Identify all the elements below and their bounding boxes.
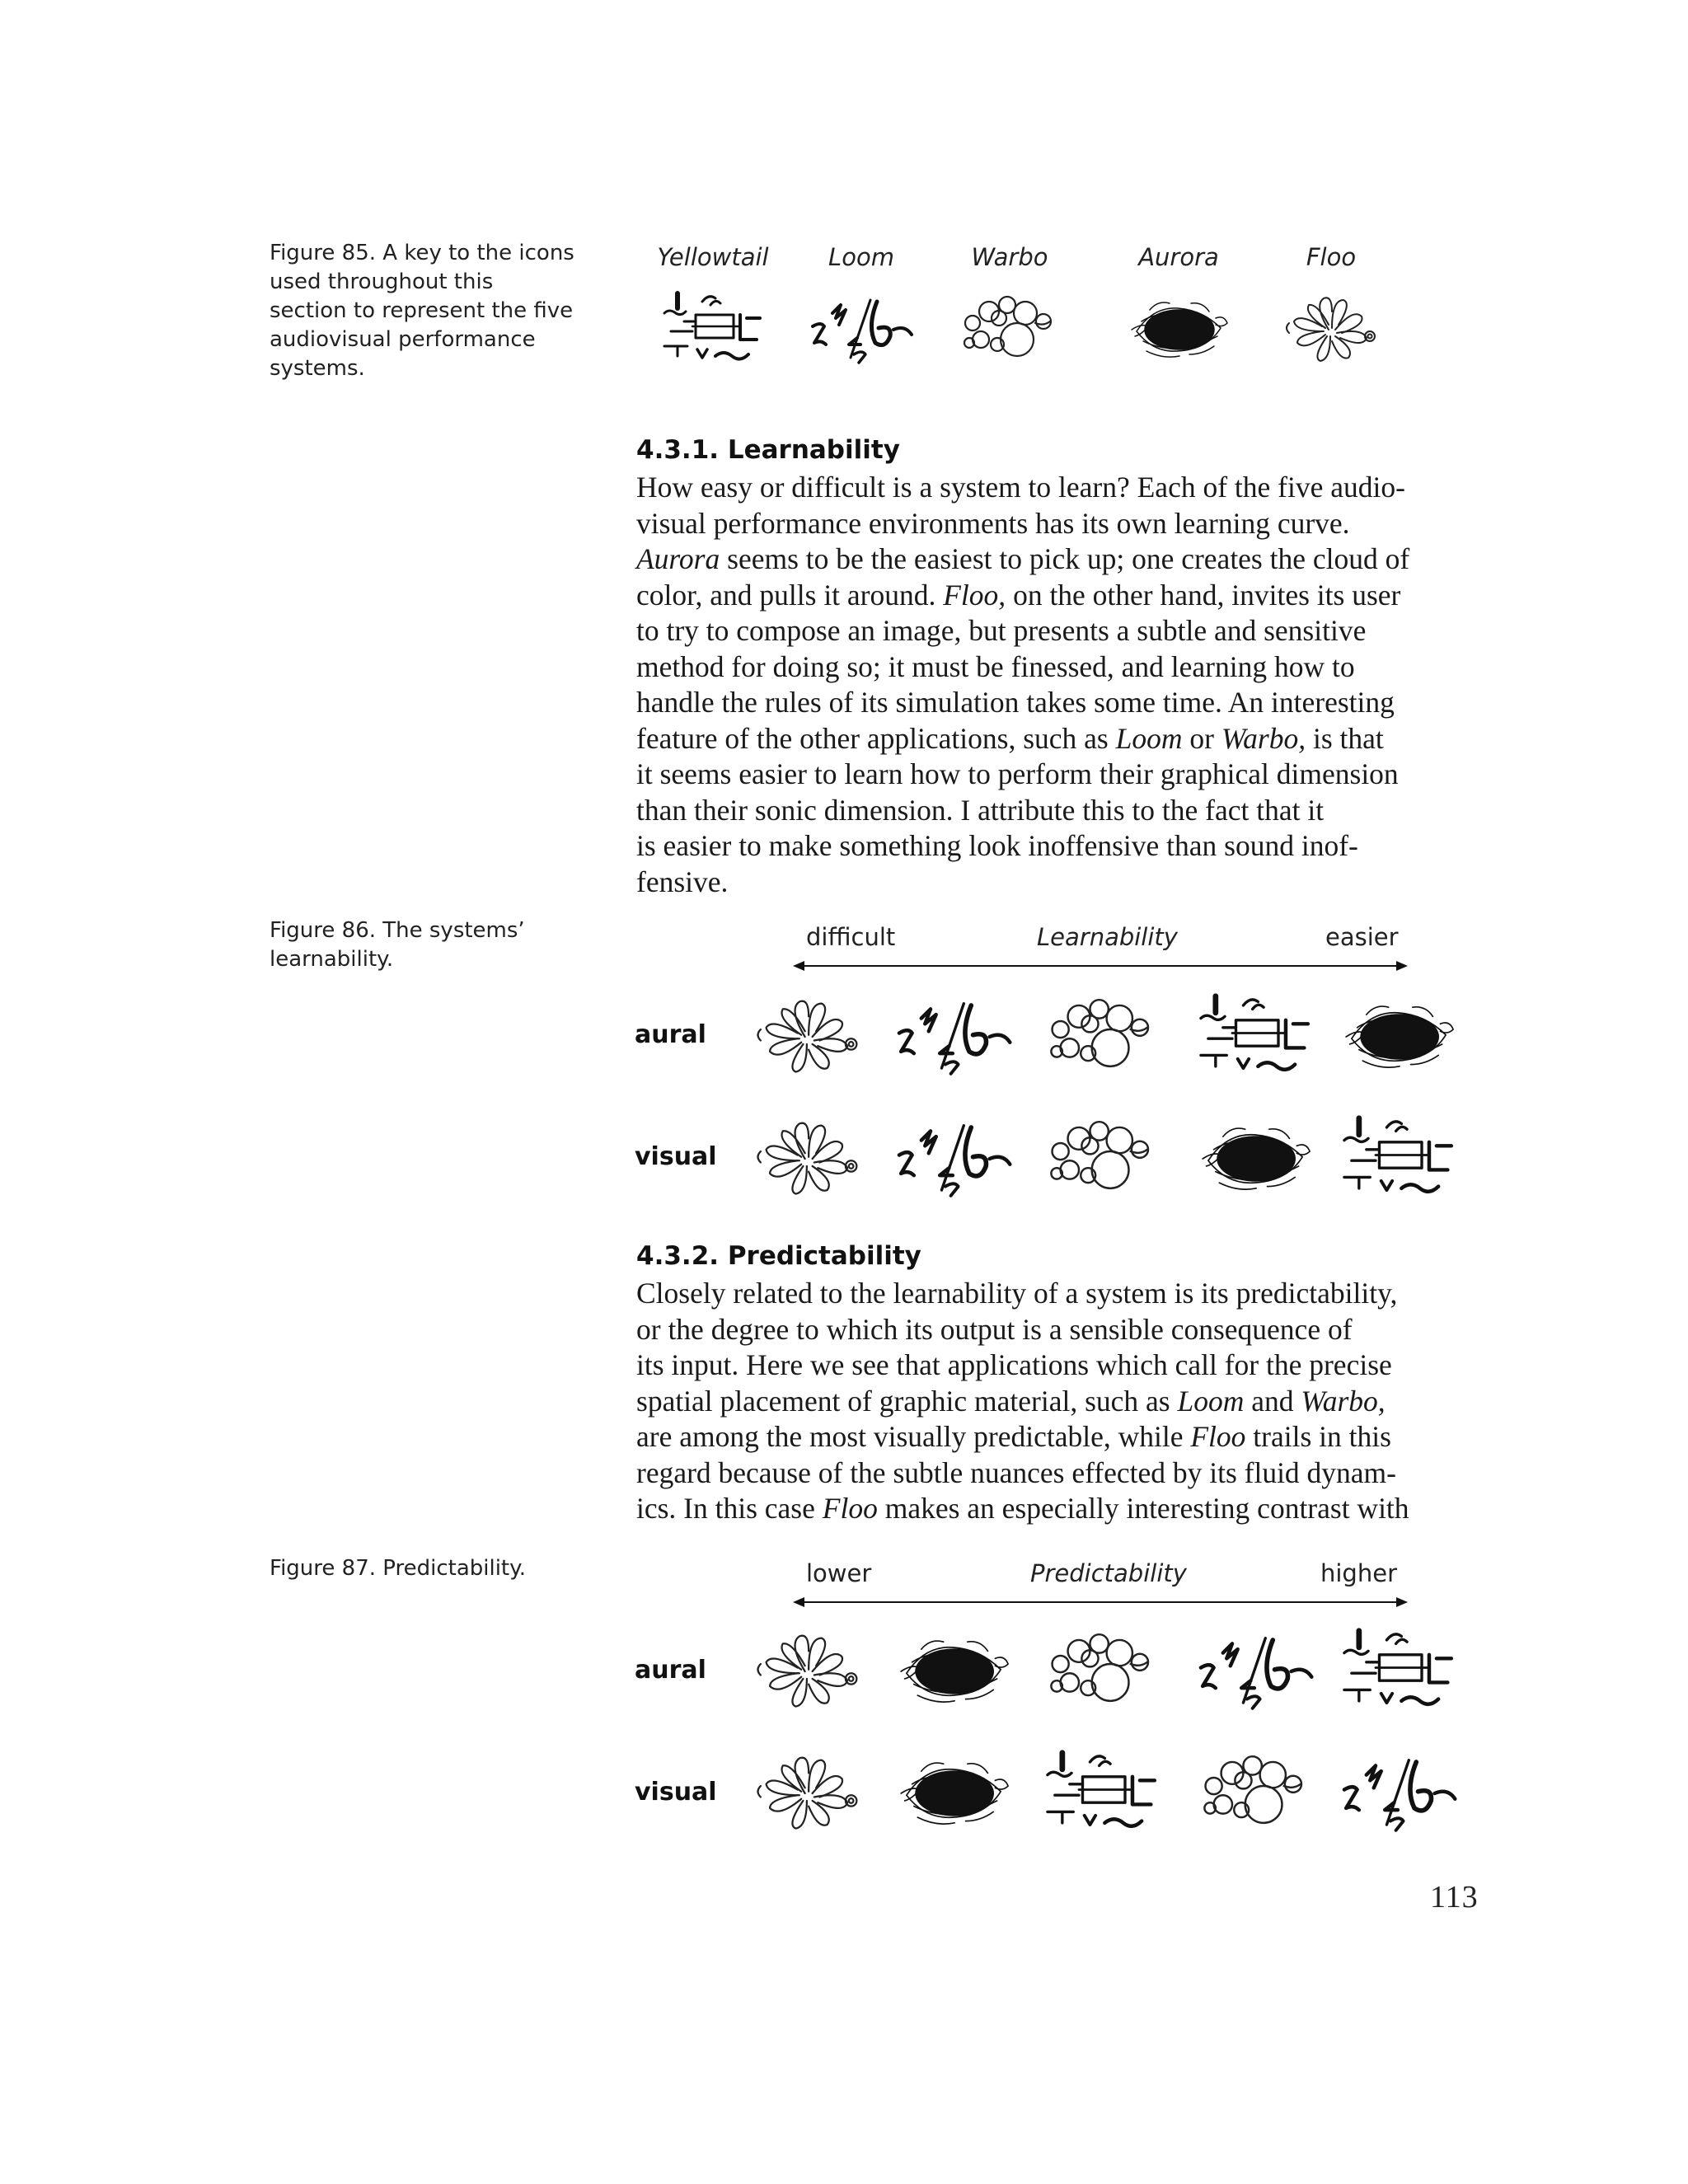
key-item-yellowtail (635, 241, 791, 371)
loom-icon (892, 991, 1015, 1083)
key-label-aurora: Aurora (1138, 243, 1219, 271)
text-line (636, 541, 1469, 578)
predictability-scale (791, 1559, 1409, 1609)
aurora-icon (892, 1747, 1015, 1840)
aurora-icon (1193, 1113, 1317, 1205)
text-run: and (1244, 1384, 1301, 1418)
key-label-warbo: Warbo (971, 243, 1048, 271)
text-run: feature of the other applications, such as (636, 721, 1116, 755)
text-run: trails in this (1245, 1420, 1391, 1453)
text-line: or the degree to which its output is a sensible consequence of (636, 1312, 1353, 1346)
floo-icon (746, 1113, 870, 1205)
loom-icon (1193, 1625, 1317, 1718)
floo-icon (746, 1747, 870, 1840)
text-run: makes an especially interesting contrast with (877, 1492, 1409, 1525)
yellowtail-icon (1193, 991, 1317, 1083)
scale-title: Learnability (1037, 923, 1178, 951)
text-run: on the other hand, invites its user (1006, 578, 1401, 612)
scale-left-label: lower (806, 1559, 872, 1587)
aurora-icon (892, 1625, 1015, 1718)
text-line: it seems easier to learn how to perform their graphical dimension (636, 757, 1399, 790)
warbo-icon (956, 288, 1063, 371)
learnability-paragraph (636, 470, 1469, 900)
double-arrow-icon (791, 958, 1409, 974)
text-line: than their sonic dimension. I attribute this to the fact that it (636, 793, 1325, 827)
warbo-icon (1193, 1747, 1317, 1840)
text-run: or (1182, 721, 1221, 755)
text-run: ics. In this case (636, 1492, 823, 1525)
emphasis: Floo (822, 1492, 878, 1525)
learnability-scale (791, 923, 1409, 972)
scale-right-label: higher (1320, 1559, 1397, 1587)
aural-row-label: aural (635, 1020, 706, 1049)
text-run: seems to be the easiest to pick up; one creates the cloud of (720, 542, 1410, 575)
scale-left-label: difficult (806, 923, 896, 951)
aural-row-label: aural (635, 1656, 706, 1685)
text-line (636, 1491, 1469, 1527)
key-item-loom (783, 241, 940, 371)
text-run: spatial placement of graphic material, such as (636, 1384, 1178, 1418)
emphasis: Aurora (636, 542, 720, 575)
yellowtail-icon (659, 288, 767, 371)
text-line: to try to compose an image, but presents a subtle and sensitive (636, 614, 1367, 647)
visual-row-label: visual (635, 1778, 717, 1807)
text-line: fensive. (636, 865, 729, 898)
yellowtail-icon (1337, 1113, 1461, 1205)
emphasis: Floo, (943, 578, 1006, 612)
icon-key (635, 241, 1525, 405)
key-item-floo (1253, 241, 1409, 371)
aurora-icon (1125, 288, 1232, 371)
visual-row-label: visual (635, 1142, 717, 1171)
key-item-warbo (931, 241, 1088, 371)
scale-right-label: easier (1325, 923, 1399, 951)
yellowtail-icon (1040, 1747, 1164, 1840)
warbo-icon (1040, 1113, 1164, 1205)
floo-icon (746, 991, 870, 1083)
key-label-loom: Loom (828, 243, 894, 271)
figure-85-caption: Figure 85. A key to the icons used throughout this section to represent the five audiovisual performance systems. (270, 241, 574, 381)
text-line (636, 1384, 1469, 1420)
double-arrow-icon (791, 1594, 1409, 1610)
text-line: its input. Here we see that applications which call for the precise (636, 1348, 1392, 1381)
text-run: is that (1306, 721, 1384, 755)
predictability-paragraph (636, 1276, 1469, 1527)
warbo-icon (1040, 991, 1164, 1083)
text-line: is easier to make something look inoffensive than sound inof- (636, 829, 1358, 862)
text-run: are among the most visually predictable, while (636, 1420, 1191, 1453)
text-line: regard because of the subtle nuances effected by its fluid dynam- (636, 1455, 1396, 1489)
text-line (636, 1419, 1469, 1455)
key-label-floo: Floo (1306, 243, 1357, 271)
learnability-heading: 4.3.1. Learnability (636, 435, 900, 465)
text-line: Closely related to the learnability of a system is its predictability, (636, 1277, 1398, 1310)
loom-icon (1337, 1747, 1461, 1840)
predictability-heading: 4.3.2. Predictability (636, 1241, 921, 1271)
page-number: 113 (1430, 1880, 1479, 1915)
text-line: visual performance environments has its own learning curve. (636, 506, 1350, 540)
floo-icon (746, 1625, 870, 1718)
emphasis: Warbo, (1301, 1384, 1386, 1418)
text-line (636, 578, 1469, 614)
scale-title: Predictability (1030, 1559, 1187, 1587)
key-label-yellowtail: Yellowtail (657, 243, 769, 271)
text-run: color, and pulls it around. (636, 578, 944, 612)
warbo-icon (1040, 1625, 1164, 1718)
text-line: handle the rules of its simulation takes some time. An interesting (636, 686, 1395, 719)
floo-icon (1278, 288, 1385, 371)
text-line: method for doing so; it must be finessed, and learning how to (636, 649, 1355, 683)
key-item-aurora (1100, 241, 1257, 371)
text-line: How easy or difficult is a system to learn? Each of the five audio- (636, 471, 1405, 504)
emphasis: Warbo, (1221, 721, 1306, 755)
loom-icon (808, 288, 915, 371)
loom-icon (892, 1113, 1015, 1205)
text-line (636, 721, 1469, 757)
emphasis: Loom (1177, 1384, 1245, 1418)
figure-87-caption: Figure 87. Predictability. (270, 1556, 527, 1581)
aurora-icon (1337, 991, 1461, 1083)
emphasis: Loom (1115, 721, 1183, 755)
emphasis: Floo (1190, 1420, 1246, 1453)
yellowtail-icon (1337, 1625, 1461, 1718)
figure-86-caption: Figure 86. The systems’ learnability. (270, 918, 525, 972)
